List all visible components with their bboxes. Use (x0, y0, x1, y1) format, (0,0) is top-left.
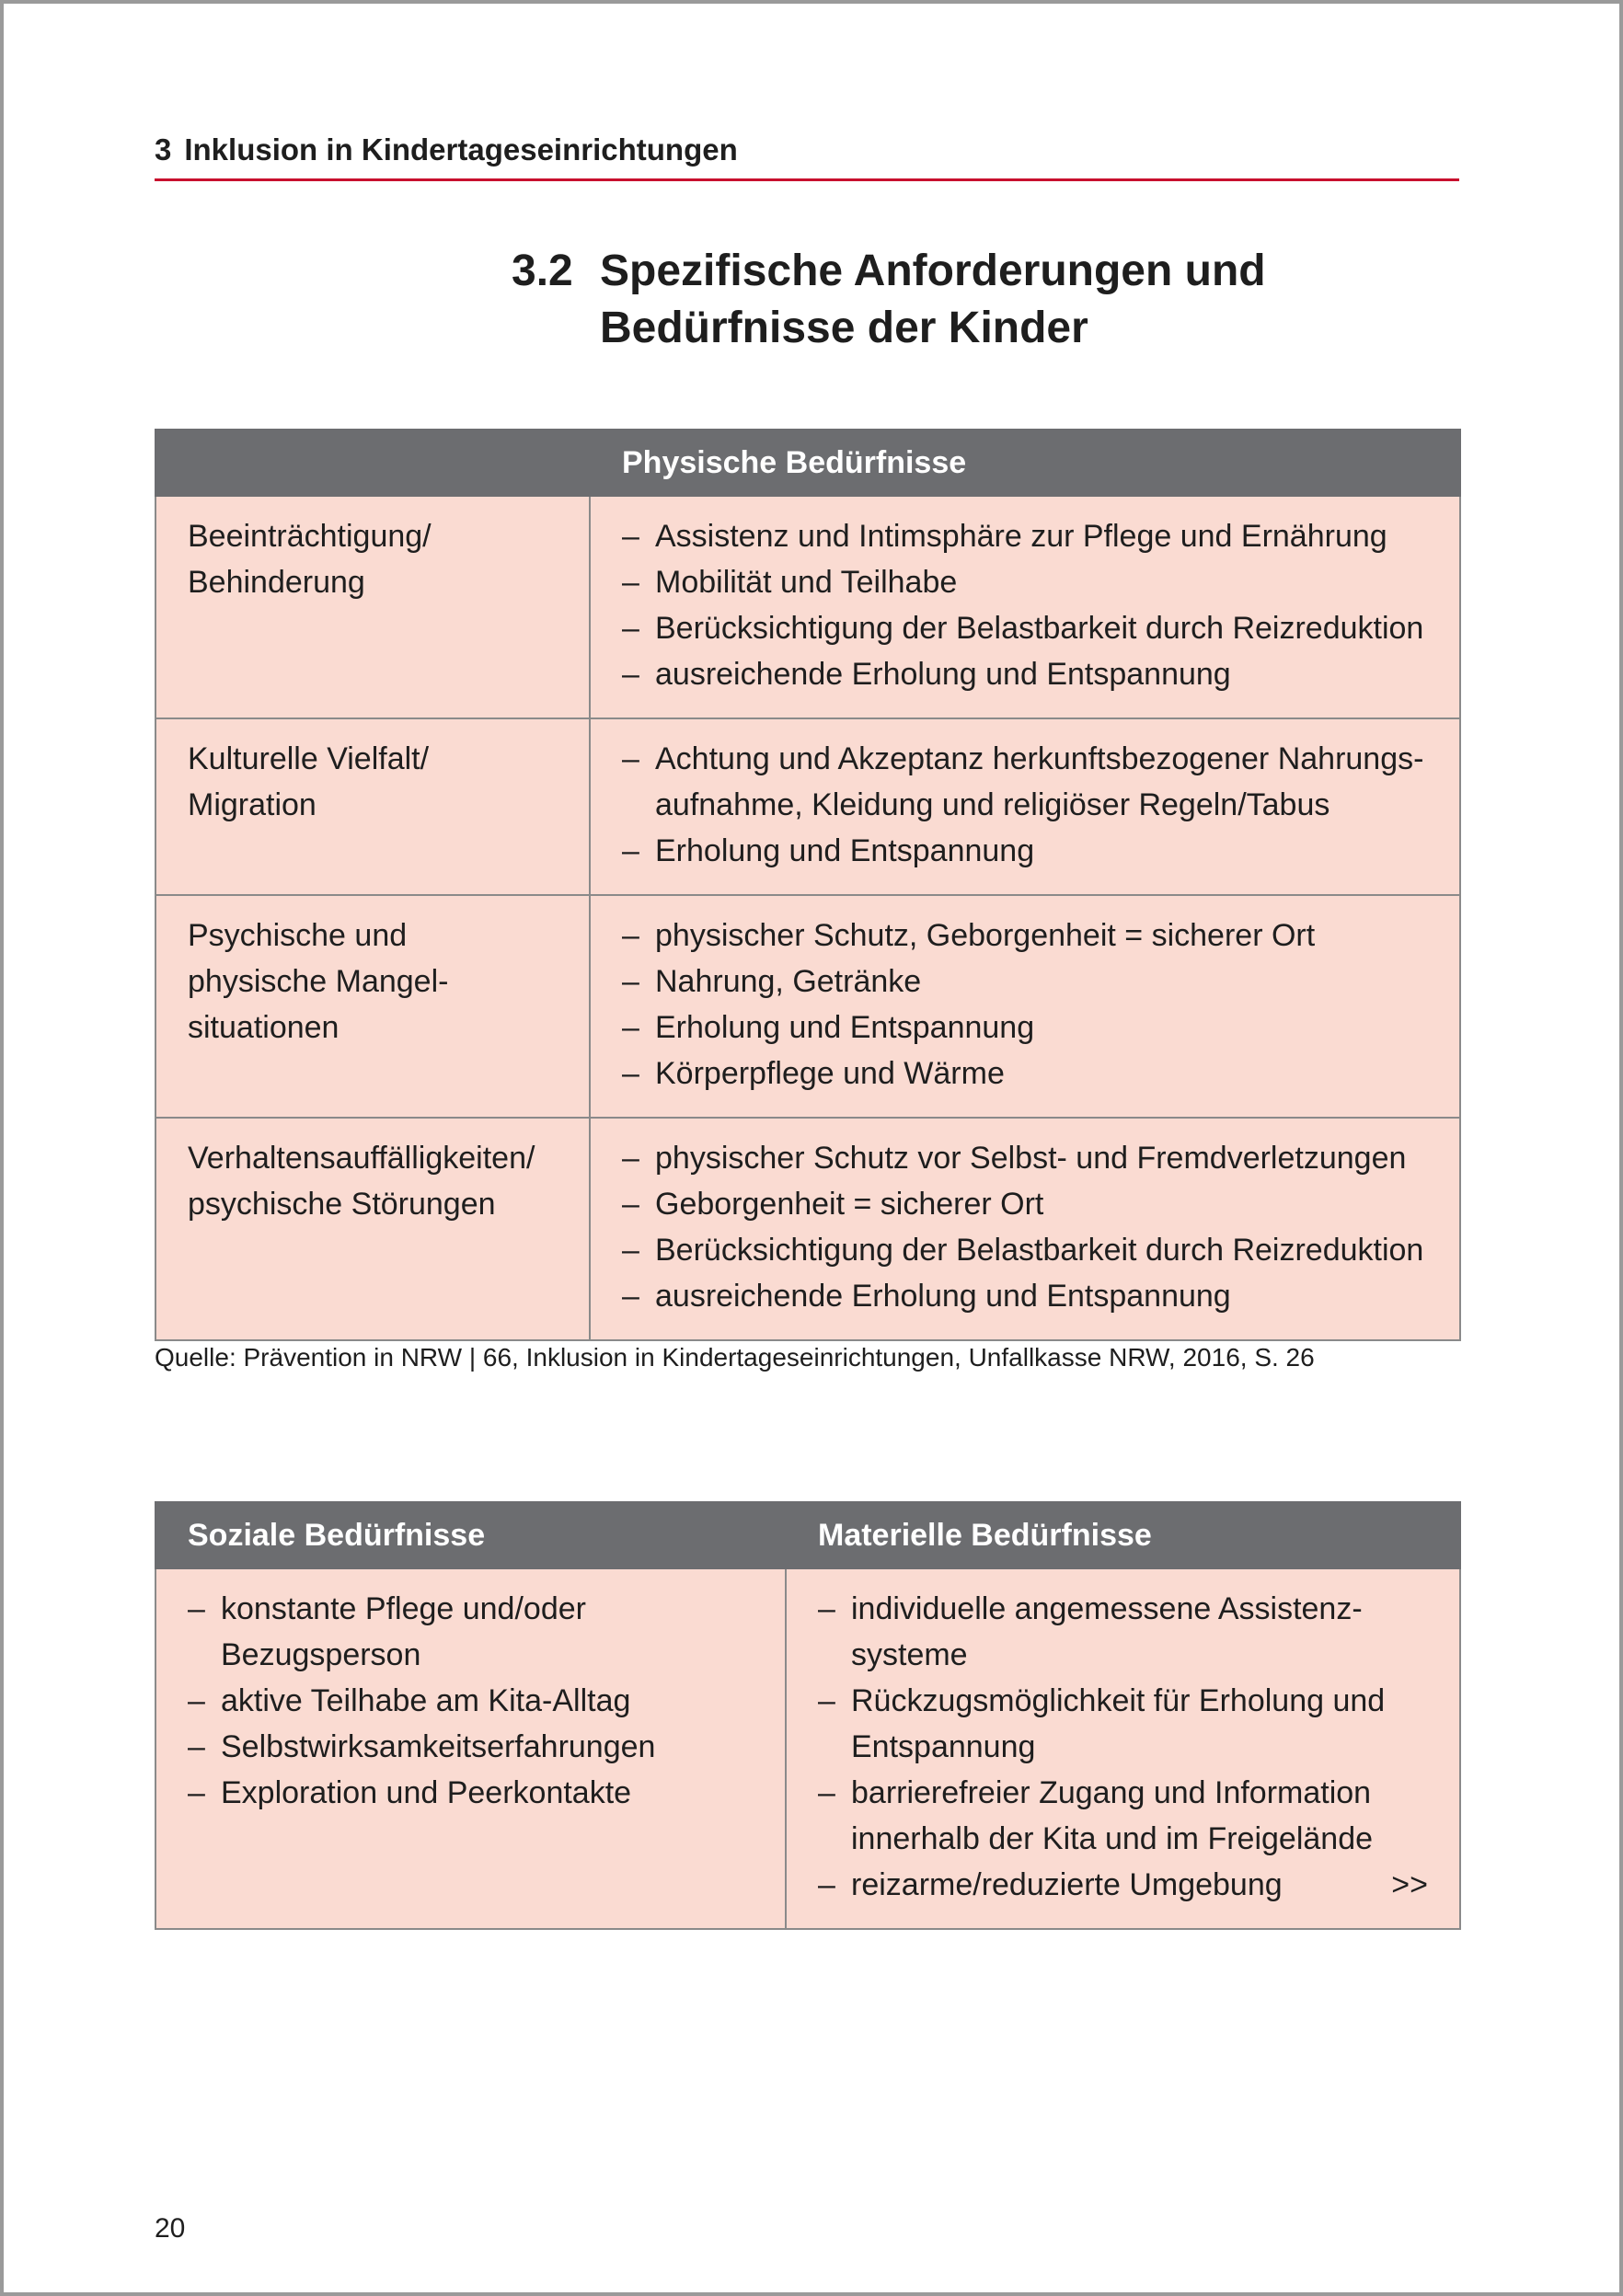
social-needs-cell (155, 1568, 786, 1929)
table-header-material-needs: Materielle Bedürfnisse (786, 1502, 1460, 1568)
dash-list (622, 513, 1428, 697)
table-header-cell-empty (155, 430, 590, 496)
table-header-row (155, 1502, 1460, 1568)
list-item: – Körperpflege und Wärme (622, 1050, 1428, 1096)
list-item: – Achtung und Akzeptanz herkunftsbezogener Nahrungs-aufnahme, Kleidung und religiöser Regeln/Tabus (622, 736, 1428, 828)
list-item: – konstante Pflege und/oder Bezugsperson (188, 1586, 754, 1678)
social-material-needs-table (155, 1501, 1461, 1930)
row-items-cell (590, 1118, 1460, 1340)
page-number: 20 (155, 2213, 186, 2244)
row-label: Kulturelle Vielfalt/ Migration (188, 741, 430, 822)
row-items-cell (590, 496, 1460, 718)
table-header-row (155, 430, 1460, 496)
section-title-line-2: Bedürfnisse der Kinder (600, 304, 1088, 352)
list-item: – Assistenz und Intimsphäre zur Pflege und Ernährung (622, 513, 1428, 559)
list-item: – Selbstwirksamkeitserfahrungen (188, 1724, 754, 1770)
section-title-line-1: Spezifische Anforderungen und (600, 247, 1266, 295)
continue-marker: >> (1391, 1867, 1428, 1902)
list-item: – Nahrung, Getränke (622, 959, 1428, 1004)
list-item: – physischer Schutz vor Selbst- und Fremdverletzungen (622, 1135, 1428, 1181)
source-note: Quelle: Prävention in NRW | 66, Inklusion in Kindertageseinrichtungen, Unfallkasse NRW, 2016, S. 26 (155, 1343, 1315, 1372)
list-item-text: reizarme/reduzierte Umgebung (851, 1867, 1283, 1902)
physical-needs-table (155, 429, 1461, 1341)
list-item (818, 1862, 1428, 1908)
table-header-social-needs: Soziale Bedürfnisse (155, 1502, 786, 1568)
section-number: 3.2 (512, 247, 573, 295)
row-label-cell (155, 496, 590, 718)
list-item: – individuelle angemessene Assistenz-systeme (818, 1586, 1428, 1678)
row-label-cell (155, 895, 590, 1118)
dash-list (622, 1135, 1428, 1319)
list-item: – physischer Schutz, Geborgenheit = sicherer Ort (622, 913, 1428, 959)
table-row (155, 1568, 1460, 1929)
row-items-cell (590, 895, 1460, 1118)
material-needs-cell (786, 1568, 1460, 1929)
table-row (155, 718, 1460, 895)
list-item: – Berücksichtigung der Belastbarkeit durch Reizreduktion (622, 1227, 1428, 1273)
row-items-cell (590, 718, 1460, 895)
list-item: – ausreichende Erholung und Entspannung (622, 1273, 1428, 1319)
list-item: – Berücksichtigung der Belastbarkeit durch Reizreduktion (622, 605, 1428, 651)
row-label: Psychische und physische Mangel- situationen (188, 918, 449, 1045)
table-row (155, 1118, 1460, 1340)
list-item: – Erholung und Entspannung (622, 1004, 1428, 1050)
list-item: – ausreichende Erholung und Entspannung (622, 651, 1428, 697)
table-row (155, 895, 1460, 1118)
list-item: – barrierefreier Zugang und Information innerhalb der Kita und im Freigelände (818, 1770, 1428, 1862)
chapter-number: 3 (155, 132, 172, 166)
row-label-cell (155, 1118, 590, 1340)
list-item: – Erholung und Entspannung (622, 828, 1428, 874)
list-item: – aktive Teilhabe am Kita-Alltag (188, 1678, 754, 1724)
row-label: Beeinträchtigung/ Behinderung (188, 519, 432, 600)
list-item: – Geborgenheit = sicherer Ort (622, 1181, 1428, 1227)
list-item: – Rückzugsmöglichkeit für Erholung und Entspannung (818, 1678, 1428, 1770)
table-header-physical-needs: Physische Bedürfnisse (590, 430, 1460, 496)
row-label-cell (155, 718, 590, 895)
chapter-title: Inklusion in Kindertageseinrichtungen (184, 132, 738, 166)
section-heading (512, 243, 1459, 357)
table-row (155, 496, 1460, 718)
list-item: – Mobilität und Teilhabe (622, 559, 1428, 605)
dash-list (188, 1586, 754, 1816)
dash-list (622, 736, 1428, 874)
running-header (155, 132, 1459, 181)
row-label: Verhaltensauffälligkeiten/ psychische Störungen (188, 1141, 535, 1222)
dash-list (818, 1586, 1428, 1908)
section-title (600, 243, 1266, 357)
list-item: – Exploration und Peerkontakte (188, 1770, 754, 1816)
dash-list (622, 913, 1428, 1096)
